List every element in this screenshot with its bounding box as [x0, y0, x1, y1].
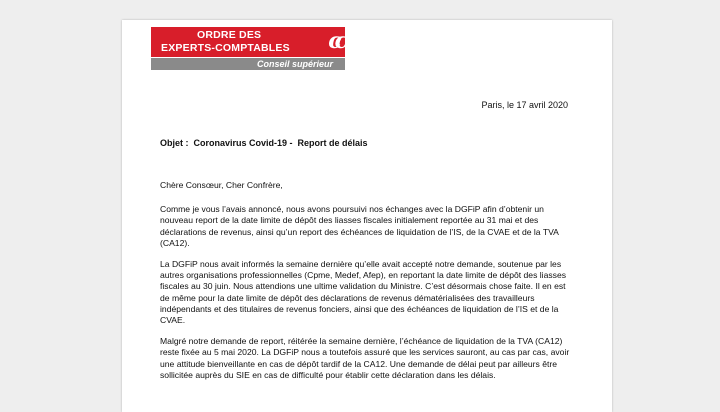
oec-logo — [151, 27, 345, 79]
letter-body — [160, 180, 576, 391]
logo-gray-band — [151, 58, 345, 70]
letter-subject: Objet : Coronavirus Covid-19 - Report de délais — [160, 138, 368, 148]
logo-line-1: ORDRE DES — [197, 29, 262, 41]
logo-subtitle: Conseil supérieur — [256, 59, 333, 69]
cc-monogram-icon: cc — [328, 28, 341, 54]
letter-paragraph: Malgré notre demande de report, réitérée la semaine dernière, l’échéance de liquidation de la TVA (CA12) reste fixée au 5 mai 2020. La DGFiP nous a toutefois assuré que les services sauront, au cas par cas, avoir une attitude bienveillante en cas de dépôt tardif de la CA12. Une demande de délai peut par ailleurs être sollicitée auprès du SIE en cas de difficulté pour établir cette déclaration dans les délais. — [160, 336, 570, 380]
letter-paragraph: Comme je vous l’avais annoncé, nous avons poursuivi nos échanges avec la DGFiP afin d’obtenir un nouveau report de la date limite de dépôt des liasses fiscales initialement reportée au 31 mai et des déclarations de revenus, ainsi qu’un report des échéances de liquidation de l’IS, de la CVAE et de la TVA (CA12). — [160, 204, 559, 248]
letter-page — [122, 20, 612, 412]
letter-date: Paris, le 17 avril 2020 — [481, 100, 568, 110]
letter-greeting: Chère Consœur, Cher Confrère, — [160, 180, 283, 190]
logo-red-band — [151, 27, 345, 57]
letter-paragraph: La DGFiP nous avait informés la semaine dernière qu’elle avait accepté notre demande, soutenue par les autres organisations professionnelles (Cpme, Medef, Afep), en reportant la date limite de dépôt des liasses fiscales au 30 juin. Nous attendions une ultime validation du Ministre. C’est désormais chose faite. Il en est de même pour la date limite de dépôt des déclarations de revenus dématérialisées des travailleurs indépendants et des titulaires de revenus fonciers, ainsi que des échéances de liquidation de l’IS et de la CVAE. — [160, 259, 567, 326]
logo-line-2: EXPERTS-COMPTABLES — [161, 42, 290, 54]
